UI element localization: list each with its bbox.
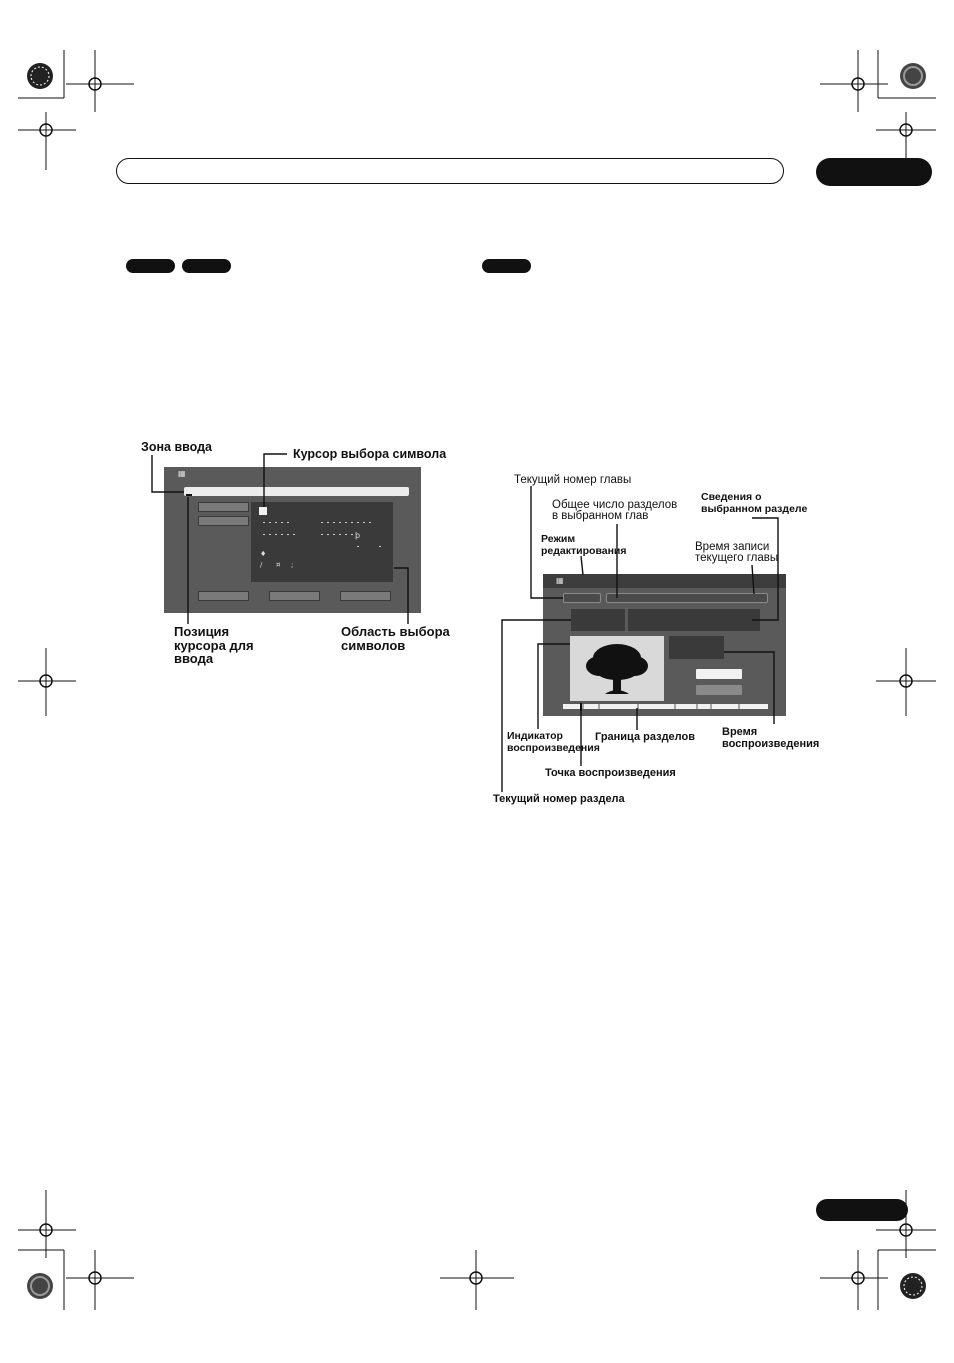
callout-total-chapters: Общее число разделов в выбранном глав <box>552 499 678 522</box>
character-glyph: þ <box>355 531 361 540</box>
callout-title-rec-time: Время записи текущего главы <box>695 541 779 564</box>
callout-current-title: Текущий номер главы <box>514 474 632 486</box>
callout-chapter-border: Граница разделов <box>595 731 695 743</box>
callout-input-zone: Зона ввода <box>141 440 213 454</box>
callout-cursor-position: Позиция курсора для ввода <box>174 624 254 666</box>
menu-icon: ▦ <box>178 469 186 478</box>
callout-current-chapter: Текущий номер раздела <box>493 793 625 805</box>
callout-char-area: Область выбора символов <box>341 624 450 653</box>
character-glyph: ; <box>291 561 294 569</box>
character-glyph: ♦ <box>260 550 267 558</box>
callout-edit-mode: Режим редактирования <box>541 533 627 557</box>
callout-chapter-info: Сведения о выбранном разделе <box>701 491 808 515</box>
callout-play-time: Время воспроизведения <box>722 726 820 750</box>
character-glyph: ¤ <box>276 561 281 569</box>
menu-icon: ▦ <box>556 576 564 585</box>
callout-play-point: Точка воспроизведения <box>545 767 676 779</box>
callout-char-cursor: Курсор выбора символа <box>293 447 447 461</box>
character-glyph: / <box>260 561 263 569</box>
callout-play-indicator: Индикатор воспроизведения <box>507 730 600 754</box>
